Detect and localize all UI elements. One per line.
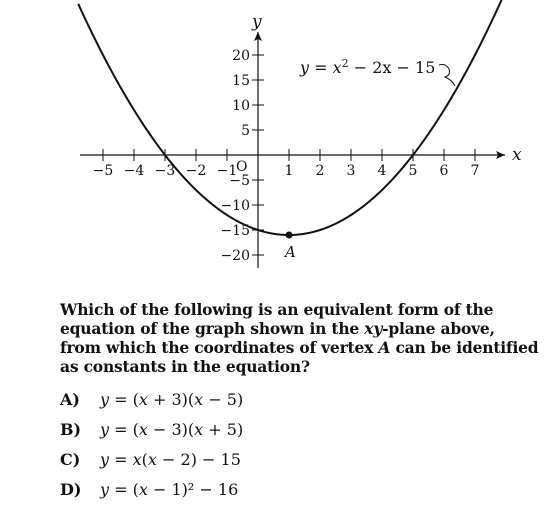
choice-letter: A): [60, 390, 80, 409]
answer-choices: [60, 390, 243, 510]
choice-text: y = (x − 1)² − 16: [100, 480, 239, 499]
tick-labels: [93, 12, 522, 264]
y-tick-label: 15: [232, 73, 250, 89]
x-tick-label: 1: [284, 163, 294, 179]
x-tick-label: −3: [154, 163, 176, 179]
choice-letter: B): [60, 420, 82, 439]
choice-c[interactable]: [60, 450, 243, 480]
choice-text: y = (x + 3)(x − 5): [100, 390, 244, 409]
question-text: Which of the following is an equivalent form of the equation of the graph shown in the xy-plane above, from which the coordinates of vertex A can be identified as constants in the equation?: [60, 300, 539, 376]
y-tick-label: −15: [220, 223, 250, 239]
choice-text: y = x(x − 2) − 15: [100, 450, 241, 469]
x-tick-label: 7: [470, 163, 480, 179]
choice-a[interactable]: [60, 390, 243, 420]
curve-equation-label: $y = x^2 - 2x - 15$: [300, 56, 436, 77]
choice-text: y = (x − 3)(x + 5): [100, 420, 244, 439]
vertex-label: A: [285, 243, 296, 261]
x-axis-label: x: [512, 145, 522, 165]
y-tick-label: −20: [220, 248, 250, 264]
series-curve: [78, 0, 503, 235]
y-tick-label: 20: [232, 48, 250, 64]
choice-letter: C): [60, 450, 81, 469]
y-axis-label: y: [252, 12, 262, 32]
x-tick-label: 3: [346, 163, 356, 179]
point-marks: [283, 232, 296, 262]
x-tick-label: −5: [92, 163, 114, 179]
vertex-point: [286, 232, 293, 239]
y-tick-label: −10: [220, 198, 250, 214]
parabola-curve: [78, 0, 503, 235]
y-tick-label: 10: [232, 98, 250, 114]
x-tick-label: −2: [185, 163, 207, 179]
choice-d[interactable]: [60, 480, 243, 510]
origin-label: O: [236, 159, 248, 175]
x-tick-label: −4: [123, 163, 145, 179]
choice-b[interactable]: [60, 420, 243, 450]
y-tick-label: −5: [229, 173, 250, 189]
x-tick-label: 6: [439, 163, 449, 179]
y-tick-label: 5: [241, 123, 250, 139]
equation-leader-line: [439, 65, 455, 87]
x-tick-label: 4: [377, 163, 387, 179]
axes: [80, 32, 505, 268]
x-tick-label: −1: [216, 163, 238, 179]
x-tick-label: 5: [408, 163, 418, 179]
x-tick-label: 2: [315, 163, 325, 179]
choice-letter: D): [60, 480, 82, 499]
